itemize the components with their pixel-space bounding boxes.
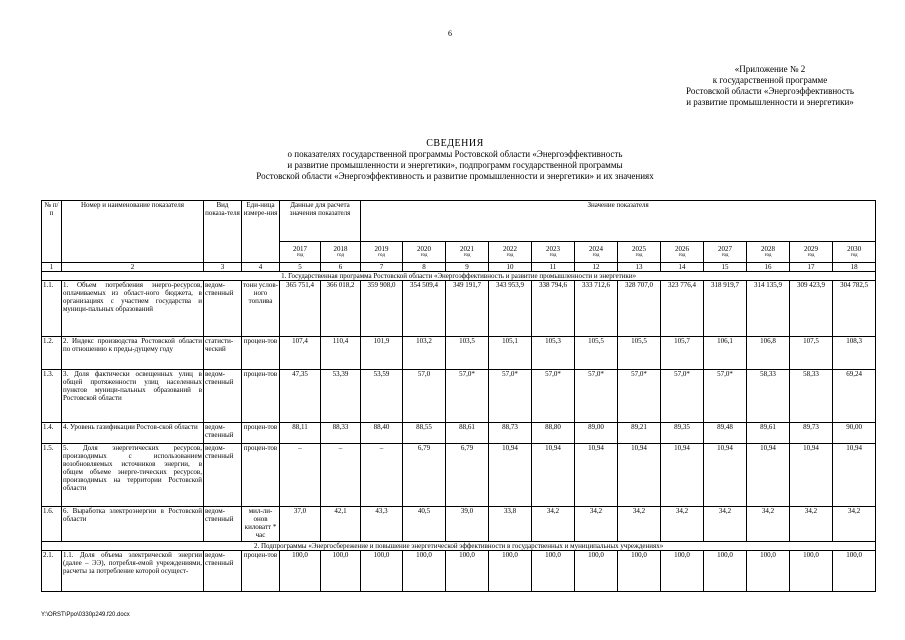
value-cell: 88,61 [446,423,489,444]
year-unit-label: год [678,253,686,258]
header-name: Номер и наименование показателя [62,201,204,263]
value-cell: 58,33 [747,370,790,423]
column-number-cell: 7 [361,263,403,272]
year-unit-label: год [296,253,304,258]
value-cell: 88,40 [361,423,403,444]
value-cell: 89,21 [618,423,661,444]
row-number: 2.1. [42,551,62,592]
column-number-cell: 18 [833,263,876,272]
value-cell: 88,80 [532,423,575,444]
value-cell: 89,48 [704,423,747,444]
value-cell: 57,0 [403,370,446,423]
year-header-cell [747,242,790,263]
column-number-cell: 1 [42,263,62,272]
indicators-table [41,200,876,592]
value-cell: 105,5 [618,337,661,370]
value-cell: 100,0 [280,551,321,592]
value-cell: 89,73 [790,423,833,444]
column-number-cell: 14 [661,263,704,272]
value-cell: 57,0* [446,370,489,423]
value-cell: 57,0* [661,370,704,423]
value-cell: 100,0 [747,551,790,592]
value-cell: – [361,444,403,507]
value-cell: 354 509,4 [403,281,446,337]
value-cell: 343 953,9 [489,281,532,337]
indicator-type: ведом-ственный [204,551,242,592]
indicator-unit: процен-тов [242,370,280,423]
value-cell: 88,55 [403,423,446,444]
value-cell: 57,0* [704,370,747,423]
appendix-line: «Приложение № 2 [734,64,806,74]
appendix-line: к государственной программе [712,75,828,85]
value-cell: 34,2 [833,507,876,542]
value-cell: 100,0 [403,551,446,592]
column-number-cell: 4 [242,263,280,272]
year-unit-label: год [420,253,428,258]
year-unit-label: год [549,253,557,258]
value-cell: 100,0 [704,551,747,592]
value-cell: 53,39 [321,370,361,423]
indicator-unit: процен-тов [242,337,280,370]
value-cell: 100,0 [321,551,361,592]
year-label: 2023 [546,245,560,253]
row-number: 1.4. [42,423,62,444]
indicator-name: 1. Объем потребления энерго-ресурсов, оплачиваемых из област-ного бюджета, в организациях с участием государства и муници-пальных образований [62,281,204,337]
column-number-cell: 2 [62,263,204,272]
table-row [42,337,876,370]
indicator-name: 3. Доля фактически освещенных улиц в общей протяженности улиц населенных пунктов муници-пальных образований в Ростовской области [62,370,204,423]
indicator-unit: процен-тов [242,551,280,592]
year-header-cell [532,242,575,263]
indicator-type: ведом-ственный [204,423,242,444]
value-cell: 89,00 [575,423,618,444]
row-number: 1.5. [42,444,62,507]
column-number-cell: 8 [403,263,446,272]
value-cell: 10,94 [704,444,747,507]
value-cell: 314 135,9 [747,281,790,337]
section-title: 2. Подпрограммы «Энергосбережение и повышение энергетической эффективности в государственных и муниципальных учреждениях» [42,542,876,551]
value-cell: 10,94 [532,444,575,507]
year-header-cell [833,242,876,263]
value-cell: – [280,444,321,507]
year-unit-label: год [337,253,344,258]
appendix-note [650,64,890,108]
value-cell: 328 707,0 [618,281,661,337]
value-cell: 365 751,4 [280,281,321,337]
indicator-type: ведом-ственный [204,281,242,337]
year-unit-label: год [721,253,729,258]
year-header-cell [321,242,361,263]
section-row [42,542,876,551]
value-cell: 100,0 [575,551,618,592]
value-cell: 10,94 [661,444,704,507]
year-label: 2022 [503,245,517,253]
section-row [42,272,876,281]
indicator-type: ведом-ственный [204,507,242,542]
row-number: 1.2. [42,337,62,370]
indicator-name: 2. Индекс производства Ростовской области по отношению к преды-дущему году [62,337,204,370]
value-cell: 103,2 [403,337,446,370]
year-unit-label: год [764,253,772,258]
value-cell: 100,0 [790,551,833,592]
value-cell: 359 908,0 [361,281,403,337]
value-cell: 34,2 [618,507,661,542]
indicator-unit: процен-тов [242,423,280,444]
value-cell: 34,2 [575,507,618,542]
value-cell: 366 018,2 [321,281,361,337]
value-cell: 100,0 [446,551,489,592]
year-label: 2018 [333,245,348,253]
column-number-cell: 5 [280,263,321,272]
value-cell: 6,79 [403,444,446,507]
value-cell: 34,2 [704,507,747,542]
document-title-block [150,138,760,182]
table-row [42,423,876,444]
subtitle-line: и развитие промышленности и энергетики», подпрограмм государственной программы [287,160,623,170]
file-path-footer: Y:\ORST\Ppo\0330p249.f20.docx [41,612,130,618]
header-unit: Еди-ница измере-ния [242,201,280,263]
year-unit-label: год [635,253,643,258]
value-cell: 34,2 [747,507,790,542]
header-type: Вид показа-теля [204,201,242,263]
value-cell: 105,7 [661,337,704,370]
table-row [42,370,876,423]
value-cell: 88,33 [321,423,361,444]
value-cell: 34,2 [532,507,575,542]
column-number-cell: 11 [532,263,575,272]
row-number: 1.3. [42,370,62,423]
value-cell: 10,94 [833,444,876,507]
year-unit-label: год [807,253,815,258]
value-cell: 105,3 [532,337,575,370]
value-cell: 108,3 [833,337,876,370]
column-number-row [42,263,876,272]
table-row [42,551,876,592]
row-number: 1.1. [42,281,62,337]
value-cell: 88,11 [280,423,321,444]
column-number-cell: 17 [790,263,833,272]
year-label: 2029 [804,245,818,253]
indicator-name: 4. Уровень газификации Ростов-ской области [62,423,204,444]
value-cell: 10,94 [489,444,532,507]
year-header-cell [704,242,747,263]
value-cell: 105,1 [489,337,532,370]
header-row [42,201,876,242]
year-header-cell [361,242,403,263]
year-label: 2030 [847,245,862,253]
value-cell: 10,94 [790,444,833,507]
value-cell: 39,0 [446,507,489,542]
value-cell: 107,4 [280,337,321,370]
value-cell: 333 712,6 [575,281,618,337]
value-cell: 10,94 [575,444,618,507]
value-cell: 100,0 [361,551,403,592]
value-cell: 57,0* [575,370,618,423]
value-cell: 57,0* [532,370,575,423]
year-header-cell [661,242,704,263]
value-cell: 10,94 [747,444,790,507]
indicator-name: 1.1. Доля объема электрической энергии (далее – ЭЭ), потребля-емой учреждениями, расчеты за потребление которой осущест- [62,551,204,592]
value-cell: 53,59 [361,370,403,423]
year-label: 2027 [718,245,732,253]
year-label: 2020 [417,245,431,253]
header-values: Значение показателя [361,201,876,242]
year-header-cell [280,242,321,263]
year-label: 2028 [761,245,775,253]
year-header-cell [489,242,532,263]
year-label: 2025 [632,245,646,253]
column-number-cell: 6 [321,263,361,272]
year-unit-label: год [850,253,858,258]
value-cell: 34,2 [661,507,704,542]
year-header-cell [575,242,618,263]
value-cell: 89,35 [661,423,704,444]
value-cell: 69,24 [833,370,876,423]
year-unit-label: год [463,253,471,258]
year-unit-label: год [592,253,600,258]
table-row [42,444,876,507]
column-number-cell: 12 [575,263,618,272]
appendix-line: и развитие промышленности и энергетики» [686,97,854,107]
value-cell: 309 423,9 [790,281,833,337]
year-label: 2019 [374,245,389,253]
value-cell: 100,0 [489,551,532,592]
value-cell: 57,0* [489,370,532,423]
value-cell: 40,5 [403,507,446,542]
appendix-line: Ростовской области «Энергоэффективность [686,86,854,96]
indicator-unit: тонн услов-ного топлива [242,281,280,337]
indicator-name: 5. Доля энергетических ресурсов, производимых с использованием возобновляемых источников энергии, в общем объеме энерге-тических ресурсов, производимых на территории Ростовской области [62,444,204,507]
value-cell: 34,2 [790,507,833,542]
value-cell: 107,5 [790,337,833,370]
value-cell: 304 782,5 [833,281,876,337]
value-cell: 57,0* [618,370,661,423]
table-row [42,507,876,542]
value-cell: 338 794,6 [532,281,575,337]
value-cell: 106,8 [747,337,790,370]
year-header-cell [790,242,833,263]
column-number-cell: 15 [704,263,747,272]
document-title: СВЕДЕНИЯ [426,138,484,149]
year-header-cell [618,242,661,263]
year-header-cell [446,242,489,263]
year-header-cell [403,242,446,263]
value-cell: 101,9 [361,337,403,370]
value-cell: 10,94 [618,444,661,507]
value-cell: 90,00 [833,423,876,444]
value-cell: 88,73 [489,423,532,444]
column-number-cell: 16 [747,263,790,272]
indicator-type: ведом-ственный [204,370,242,423]
table-row [42,281,876,337]
value-cell: 100,0 [661,551,704,592]
year-unit-label: год [506,253,514,258]
indicator-name: 6. Выработка электроэнергии в Ростовской области [62,507,204,542]
indicator-unit: мил-ли-онов киловатт * час [242,507,280,542]
value-cell: 105,5 [575,337,618,370]
value-cell: 318 919,7 [704,281,747,337]
value-cell: 37,0 [280,507,321,542]
indicator-type: ведом-ственный [204,444,242,507]
value-cell: 47,35 [280,370,321,423]
header-num: № п/п [42,201,62,263]
value-cell: 89,61 [747,423,790,444]
page-number: 6 [448,29,452,38]
subtitle-line: Ростовской области «Энергоэффективность и развитие промышленности и энергетики» и их значениях [256,171,654,181]
indicator-unit: процен-тов [242,444,280,507]
value-cell: 100,0 [618,551,661,592]
value-cell: 323 776,4 [661,281,704,337]
year-label: 2024 [589,245,603,253]
subtitle-line: о показателях государственной программы Ростовской области «Энергоэффективность [287,149,623,159]
value-cell: 58,33 [790,370,833,423]
year-label: 2026 [675,245,689,253]
value-cell: 110,4 [321,337,361,370]
value-cell: 100,0 [833,551,876,592]
value-cell: – [321,444,361,507]
column-number-cell: 10 [489,263,532,272]
column-number-cell: 13 [618,263,661,272]
value-cell: 42,1 [321,507,361,542]
value-cell: 349 191,7 [446,281,489,337]
year-label: 2021 [460,245,474,253]
row-number: 1.6. [42,507,62,542]
value-cell: 106,1 [704,337,747,370]
year-label: 2017 [293,245,307,253]
value-cell: 33,8 [489,507,532,542]
value-cell: 43,3 [361,507,403,542]
value-cell: 100,0 [532,551,575,592]
section-title: 1. Государственная программа Ростовской области «Энергоэффективность и развитие промышленности и энергетики» [42,272,876,281]
column-number-cell: 3 [204,263,242,272]
year-unit-label: год [378,253,385,258]
header-base: Данные для расчета значения показателя [280,201,361,242]
value-cell: 6,79 [446,444,489,507]
column-number-cell: 9 [446,263,489,272]
indicator-type: статисти-ческий [204,337,242,370]
value-cell: 103,5 [446,337,489,370]
